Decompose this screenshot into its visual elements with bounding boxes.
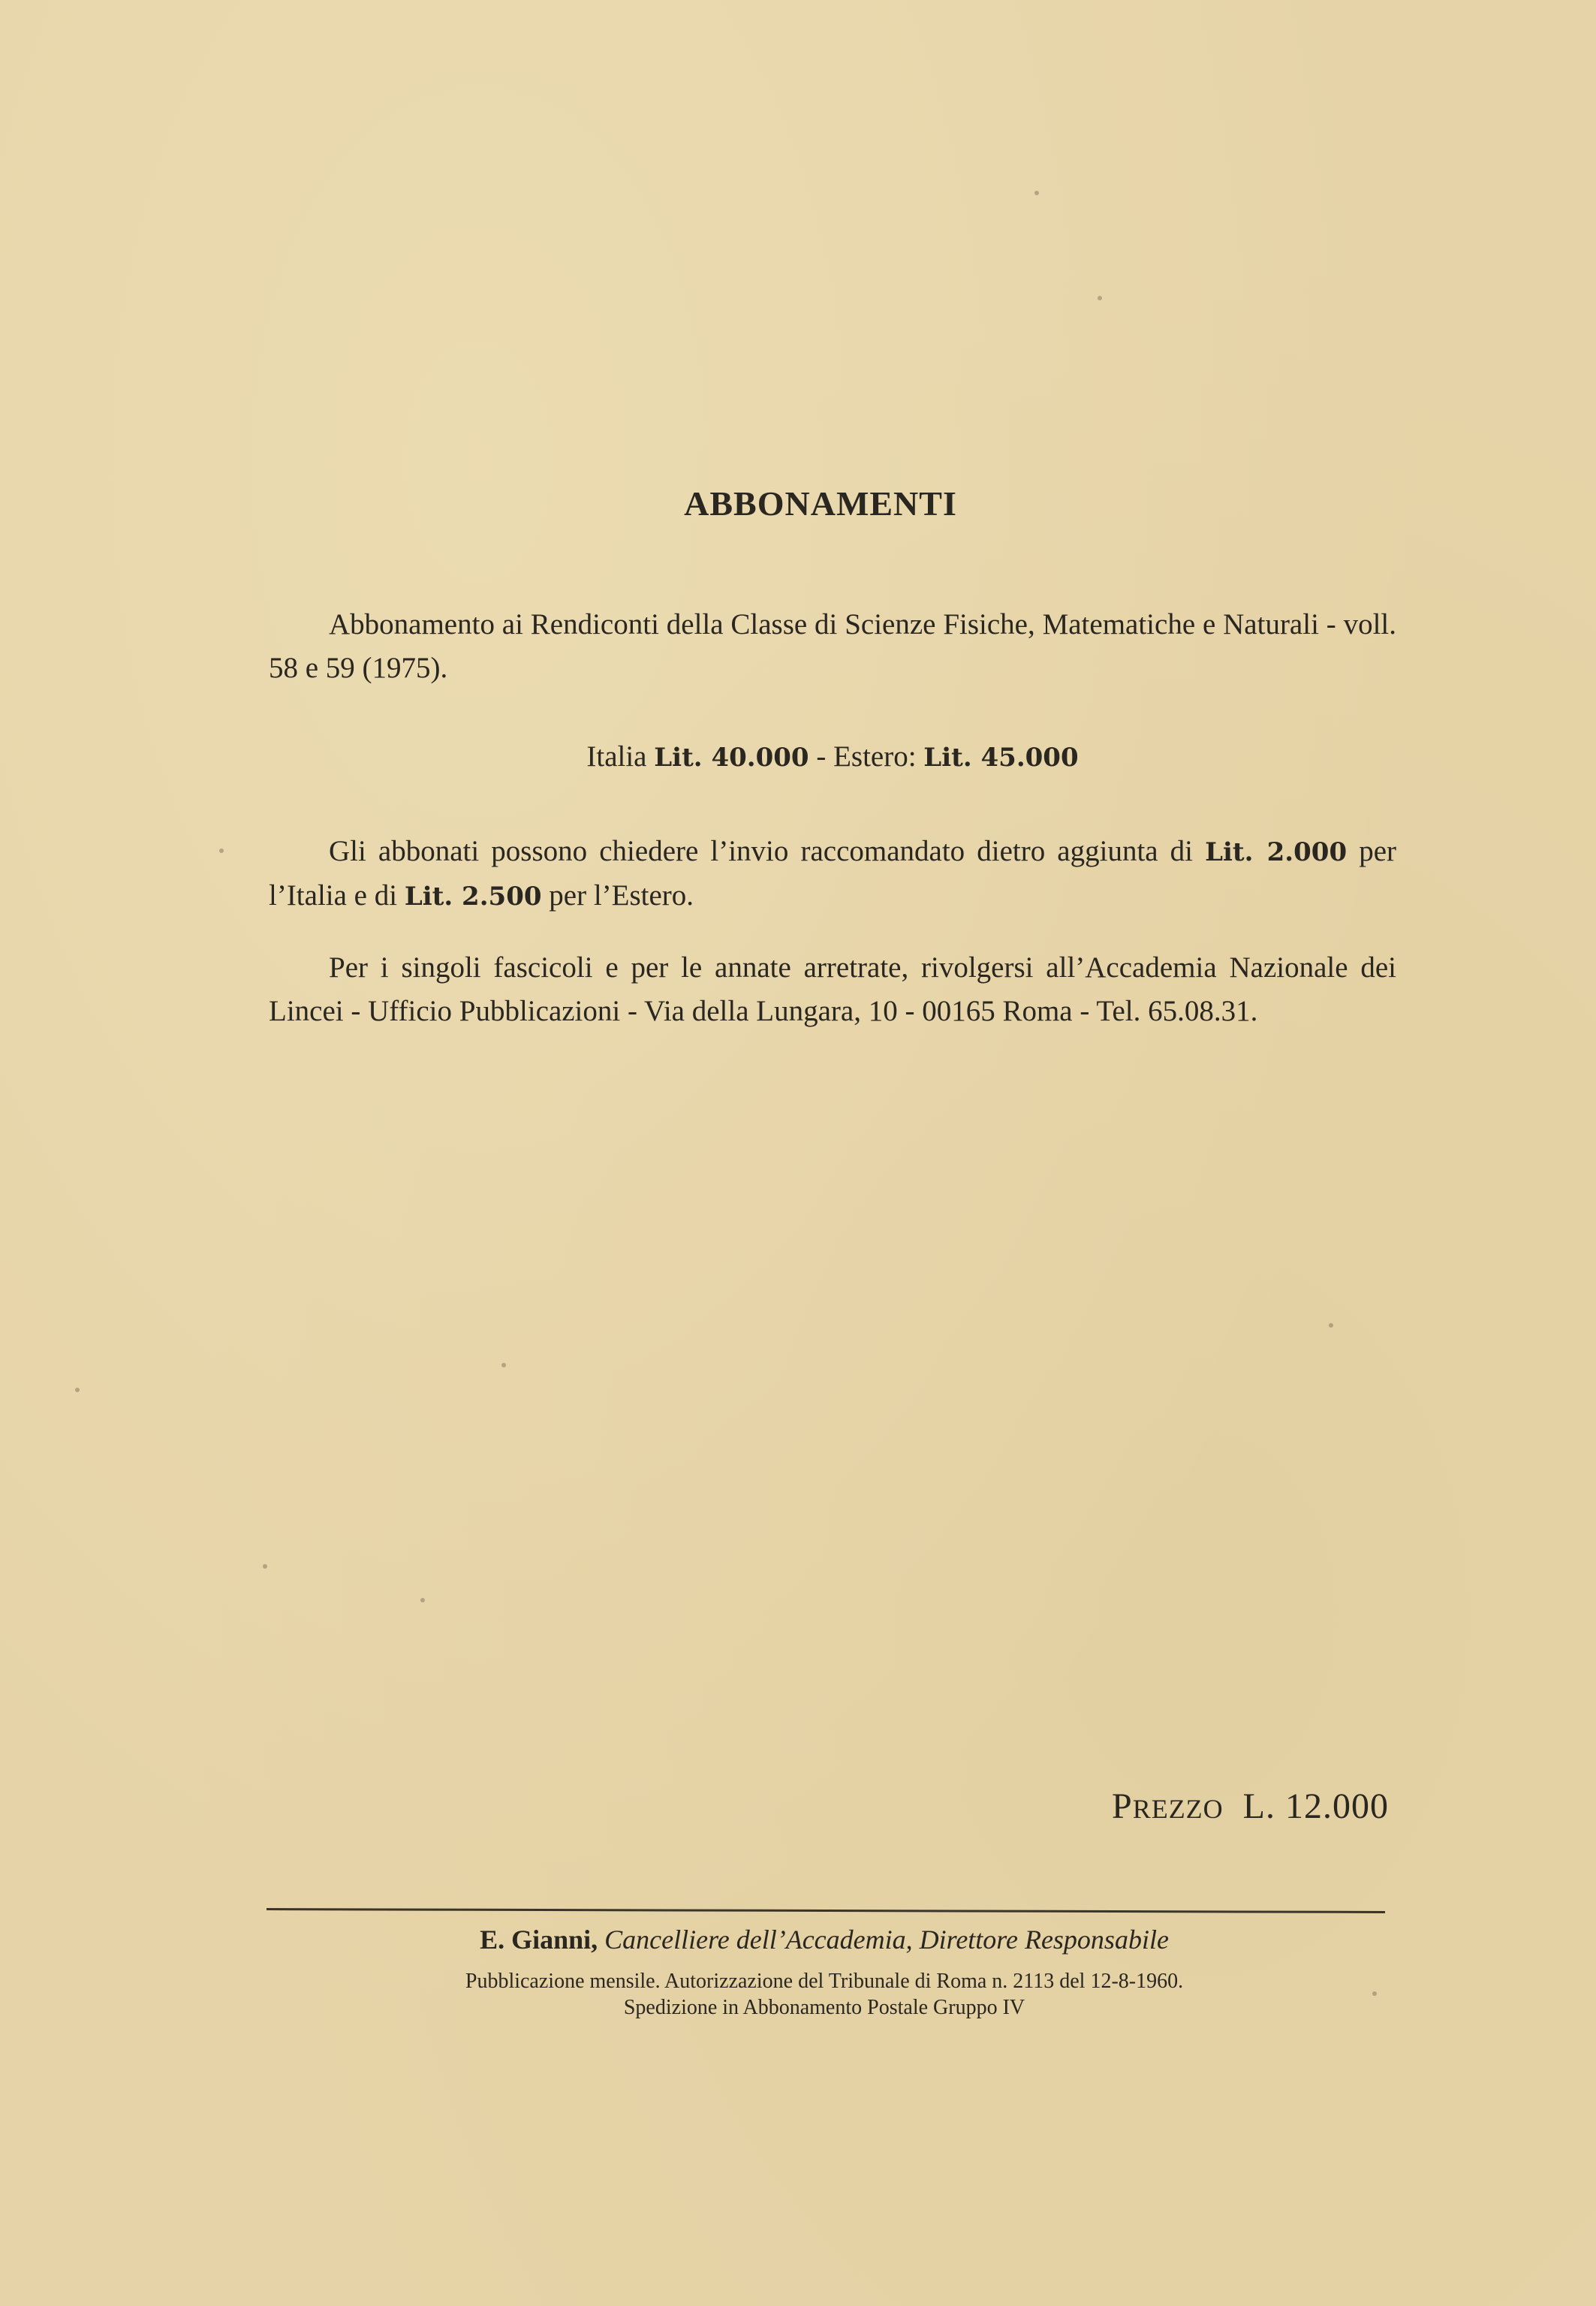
price-separator: - bbox=[809, 740, 834, 773]
footer-director bbox=[0, 1924, 1596, 1955]
director-role: Cancelliere dell’Accademia, Direttore Responsabile bbox=[604, 1925, 1169, 1955]
subscription-paragraph: Abbonamento ai Rendiconti della Classe di Scienze Fisiche, Matematiche e Naturali - voll. 58 e 59 (1975). bbox=[269, 608, 1396, 684]
footer-postal-info: Spedizione in Abbonamento Postale Gruppo IV bbox=[623, 1996, 1025, 2019]
italia-price: Lit. 40.000 bbox=[654, 743, 809, 773]
paper-speck bbox=[219, 849, 224, 853]
paper-speck bbox=[75, 1388, 80, 1392]
italia-label: Italia bbox=[586, 740, 647, 773]
text-segment: Gli abbonati possono chiedere l’invio raccomandato dietro aggiunta di bbox=[329, 835, 1206, 867]
estero-label: Estero: bbox=[833, 740, 917, 773]
paper-speck bbox=[1098, 296, 1102, 300]
paper-speck bbox=[263, 1564, 267, 1569]
prezzo-rest: REZZO bbox=[1132, 1794, 1224, 1824]
footer-divider bbox=[267, 1908, 1385, 1913]
paper-speck bbox=[1034, 191, 1039, 195]
page-title: ABBONAMENTI bbox=[684, 484, 957, 523]
prezzo-initial: P bbox=[1111, 1786, 1133, 1826]
registered-mail-paragraph bbox=[269, 830, 1396, 918]
footer-publication-info: Pubblicazione mensile. Autorizzazione del Tribunale di Roma n. 2113 del 12-8-1960. bbox=[465, 1970, 1184, 1993]
registered-price-estero: Lit. 2.500 bbox=[404, 882, 542, 912]
director-name: E. Gianni, bbox=[480, 1925, 598, 1955]
prezzo-value: L. 12.000 bbox=[1242, 1786, 1389, 1826]
estero-price: Lit. 45.000 bbox=[923, 743, 1079, 773]
price-line bbox=[269, 735, 1396, 779]
back-issues-paragraph: Per i singoli fascicoli e per le annate arretrate, rivolgersi all’Accademia Nazionale dei Lincei - Ufficio Pubblicazioni - Via della Lungara, 10 - 00165 Roma - Tel. 65.08.31. bbox=[269, 951, 1396, 1027]
paper-speck bbox=[420, 1598, 425, 1602]
price-label bbox=[1112, 1786, 1389, 1827]
text-segment: per l’Estero. bbox=[541, 879, 694, 912]
paper-speck bbox=[501, 1363, 506, 1367]
registered-price-italia: Lit. 2.000 bbox=[1205, 837, 1348, 867]
text-segment: per l’Italia e di bbox=[269, 835, 1397, 912]
paper-speck bbox=[1329, 1323, 1333, 1328]
